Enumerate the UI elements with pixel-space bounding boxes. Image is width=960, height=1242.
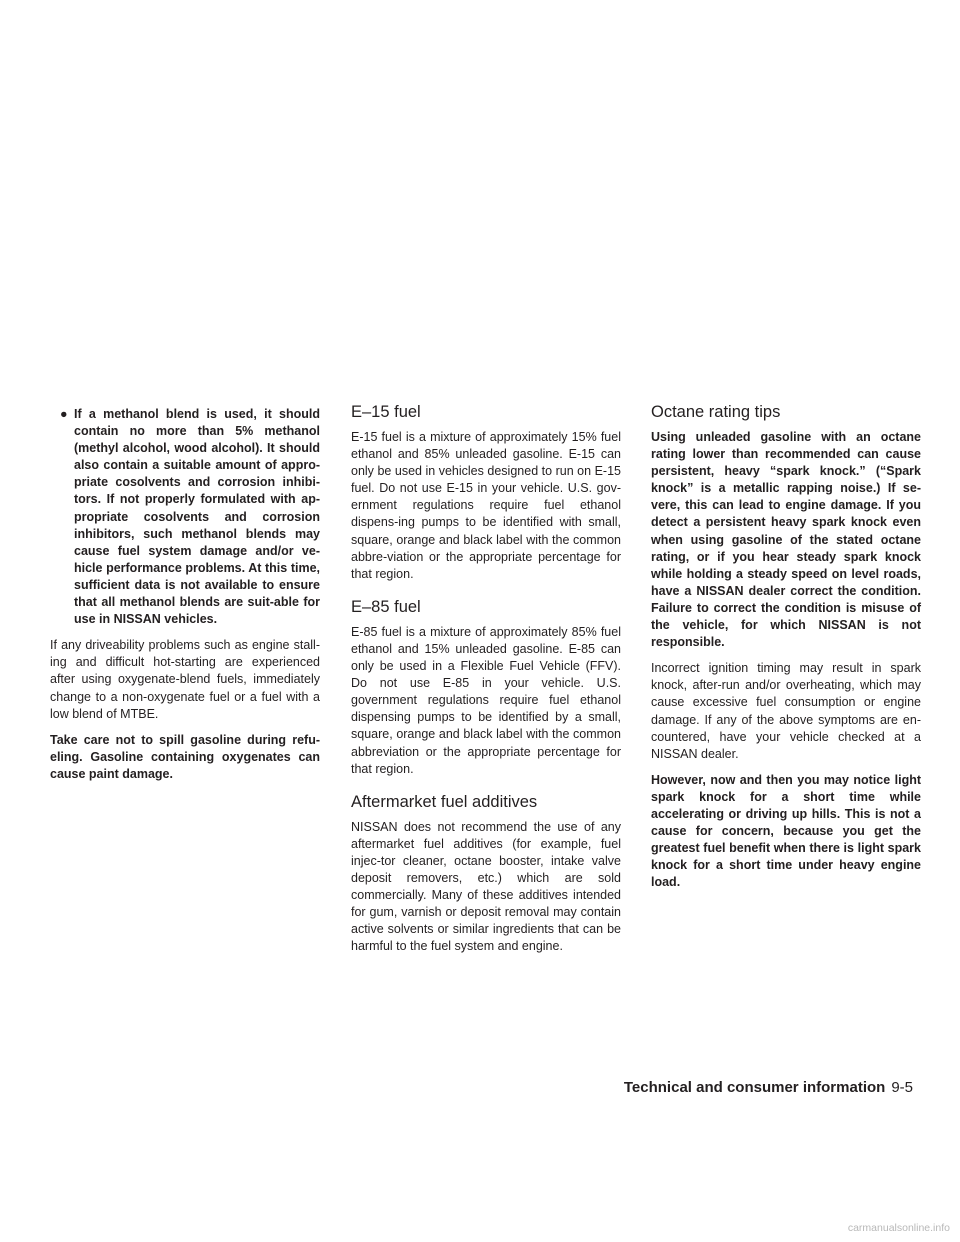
methanol-warning-text: If a methanol blend is used, it should contain no more than 5% methanol (methyl alcohol, wood alcohol). It should also contain a suitable amount of appro-priate cosolvents and corrosion inhibi-tors. If not properly formulated with ap-propriate cosolvents and corrosion inhibitors, such methanol blends may cause fuel system damage and/or ve-hicle performance problems. At this time, sufficient data is not available to ensure that all methanol blends are suit-able for use in NISSAN vehicles. — [74, 407, 320, 627]
ignition-timing-paragraph: Incorrect ignition timing may result in spark knock, after-run and/or overheating, which may cause excessive fuel consumption or engine damage. If any of the above symptoms are en-countered, have your vehicle checked at a NISSAN dealer. — [651, 661, 921, 761]
additives-heading: Aftermarket fuel additives — [351, 792, 538, 811]
paint-damage-warning: Take care not to spill gasoline during refu-eling. Gasoline containing oxygenates can cause paint damage. — [50, 732, 320, 781]
light-knock-paragraph: However, now and then you may notice light spark knock for a short time while accelerating or driving up hills. This is not a cause for concern, because you get the greatest fuel benefit when there is light spark knock for a short time under heavy engine load. — [651, 772, 921, 890]
column-right — [651, 403, 921, 900]
e85-paragraph: E-85 fuel is a mixture of approximately 85% fuel ethanol and 15% unleaded gasoline. E-85 can only be used in a Flexible Fuel Vehicle (FFV). Do not use E-85 in your vehicle. U.S. government regulations require fuel ethanol dispensing pumps to be identified by a small, square, orange and black label with the common abbreviation or the appropriate percentage for that region. — [351, 624, 621, 776]
column-left — [50, 406, 320, 792]
e15-paragraph: E-15 fuel is a mixture of approximately 15% fuel ethanol and 85% unleaded gasoline. E-15 can only be used in vehicles designed to run on E-15 fuel. Do not use E-15 in your vehicle. U.S. gov-ernment regulations require fuel ethanol dispens-ing pumps to be identified with small, square, orange and black label with the common abbre-viation or the appropriate percentage for that region. — [351, 430, 621, 581]
e15-heading: E–15 fuel — [351, 403, 421, 421]
driveability-paragraph: If any driveability problems such as engine stall-ing and difficult hot-starting are experienced after using oxygenate-blend fuels, immediately change to a non-oxygenate fuel or a fuel with a low blend of MTBE. — [50, 638, 320, 721]
octane-warning-paragraph: Using unleaded gasoline with an octane rating lower than recommended can cause persistent, heavy “spark knock.” (“Spark knock” is a metallic rapping noise.) If se-vere, this can lead to engine damage. If you detect a persistent heavy spark knock even when using gasoline of the stated octane rating, or if you hear steady spark knock while holding a steady speed on level roads, have a NISSAN dealer correct the condition. Failure to correct the condition is misuse of the vehicle, for which NISSAN is not responsible. — [651, 430, 921, 650]
e85-heading: E–85 fuel — [351, 597, 421, 616]
page-footer — [624, 1079, 913, 1097]
additives-paragraph: NISSAN does not recommend the use of any aftermarket fuel additives (for example, fuel injec-tor cleaner, octane booster, intake valve deposit removers, etc.) which are sold commercially. Many of these additives intended for gum, varnish or deposit removal may contain active solvents or similar ingredients that can be harmful to the fuel system and engine. — [351, 819, 621, 954]
column-middle — [351, 403, 621, 964]
footer-section-title: Technical and consumer information — [623, 1079, 886, 1096]
watermark: carmanualsonline.info — [847, 1222, 950, 1234]
page-number: 9-5 — [891, 1079, 913, 1096]
octane-heading: Octane rating tips — [651, 403, 781, 421]
bullet-dot-icon: ● — [60, 407, 68, 421]
methanol-warning-bullet — [60, 406, 320, 628]
